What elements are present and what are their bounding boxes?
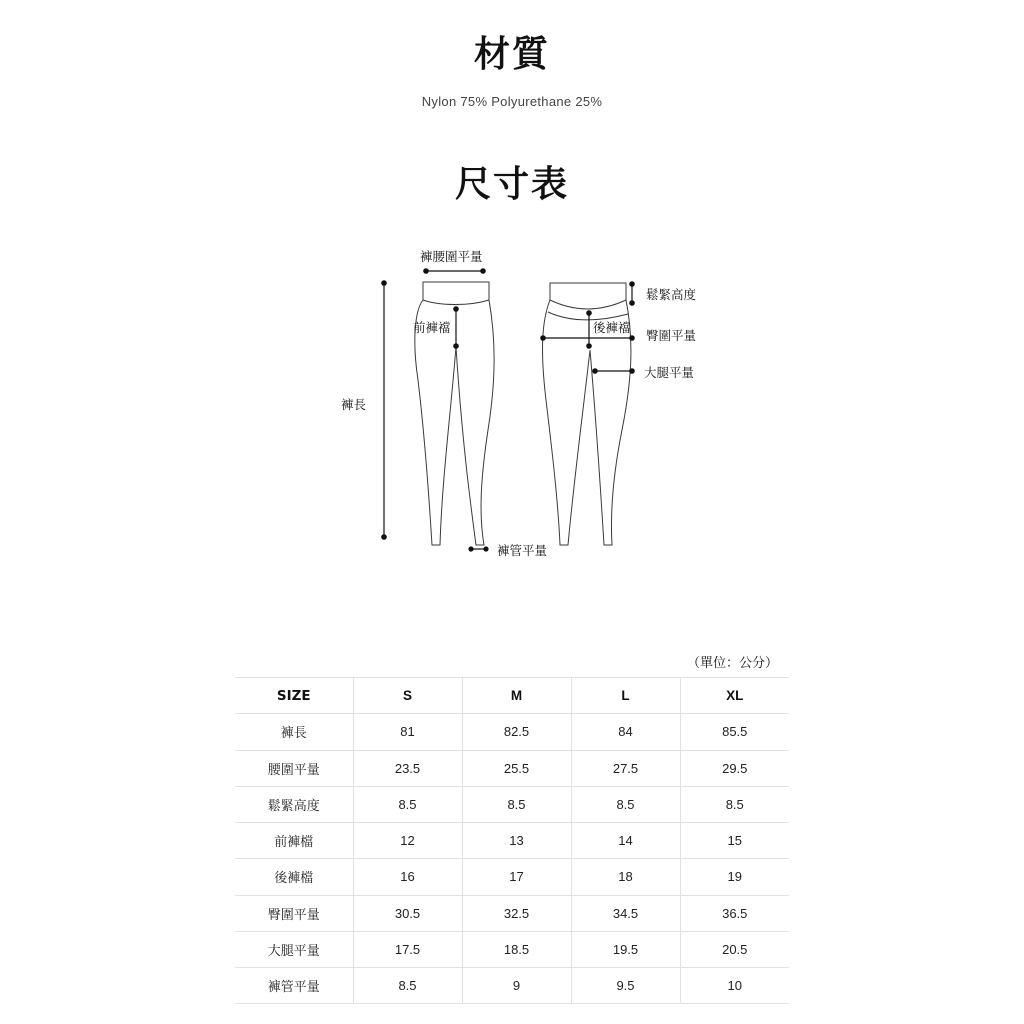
table-cell: 8.5 bbox=[680, 786, 789, 822]
table-cell: 14 bbox=[571, 823, 680, 859]
table-cell: 16 bbox=[353, 859, 462, 895]
table-cell: 18.5 bbox=[462, 931, 571, 967]
label-back-rise: 後褲襠 bbox=[593, 320, 631, 335]
material-title: 材質 bbox=[473, 34, 550, 75]
row-label: 臀圍平量 bbox=[235, 895, 353, 931]
material-composition: Nylon 75% Polyurethane 25% bbox=[421, 94, 603, 109]
row-label: 腰圍平量 bbox=[235, 750, 353, 786]
table-row bbox=[235, 714, 789, 750]
table-cell: 17.5 bbox=[353, 931, 462, 967]
table-cell: 27.5 bbox=[571, 750, 680, 786]
table-cell: 85.5 bbox=[680, 714, 789, 750]
table-cell: 12 bbox=[353, 823, 462, 859]
table-cell: 82.5 bbox=[462, 714, 571, 750]
header-size: SIZE bbox=[235, 678, 353, 714]
row-label: 大腿平量 bbox=[235, 931, 353, 967]
table-cell: 19.5 bbox=[571, 931, 680, 967]
table-header-row bbox=[235, 678, 789, 714]
label-waist: 褲腰圍平量 bbox=[420, 249, 483, 264]
table-cell: 8.5 bbox=[462, 786, 571, 822]
table-row bbox=[235, 968, 789, 1004]
table-cell: 15 bbox=[680, 823, 789, 859]
table-cell: 36.5 bbox=[680, 895, 789, 931]
table-cell: 81 bbox=[353, 714, 462, 750]
table-row bbox=[235, 786, 789, 822]
table-cell: 84 bbox=[571, 714, 680, 750]
table-cell: 34.5 bbox=[571, 895, 680, 931]
header-m: M bbox=[462, 678, 571, 714]
label-hip: 臀圍平量 bbox=[646, 328, 697, 343]
table-cell: 9 bbox=[462, 968, 571, 1004]
row-label: 褲管平量 bbox=[235, 968, 353, 1004]
table-cell: 25.5 bbox=[462, 750, 571, 786]
table-cell: 9.5 bbox=[571, 968, 680, 1004]
size-table bbox=[235, 677, 789, 1004]
header-xl: XL bbox=[680, 678, 789, 714]
header-s: S bbox=[353, 678, 462, 714]
table-row bbox=[235, 859, 789, 895]
label-hem: 褲管平量 bbox=[497, 543, 548, 558]
table-row bbox=[235, 895, 789, 931]
table-cell: 8.5 bbox=[353, 968, 462, 1004]
table-row bbox=[235, 823, 789, 859]
table-cell: 30.5 bbox=[353, 895, 462, 931]
table-row bbox=[235, 750, 789, 786]
table-cell: 32.5 bbox=[462, 895, 571, 931]
label-length: 褲長 bbox=[341, 397, 367, 412]
table-cell: 10 bbox=[680, 968, 789, 1004]
unit-note: （單位：公分） bbox=[686, 656, 778, 671]
table-cell: 17 bbox=[462, 859, 571, 895]
size-chart-title: 尺寸表 bbox=[454, 164, 569, 205]
table-cell: 13 bbox=[462, 823, 571, 859]
table-cell: 8.5 bbox=[353, 786, 462, 822]
table-cell: 8.5 bbox=[571, 786, 680, 822]
label-waistband-height: 鬆緊高度 bbox=[646, 287, 697, 302]
header-l: L bbox=[571, 678, 680, 714]
label-thigh: 大腿平量 bbox=[644, 365, 695, 380]
table-cell: 18 bbox=[571, 859, 680, 895]
row-label: 前褲檔 bbox=[235, 823, 353, 859]
table-cell: 19 bbox=[680, 859, 789, 895]
table-cell: 20.5 bbox=[680, 931, 789, 967]
table-cell: 29.5 bbox=[680, 750, 789, 786]
row-label: 褲長 bbox=[235, 714, 353, 750]
table-cell: 23.5 bbox=[353, 750, 462, 786]
row-label: 後褲檔 bbox=[235, 859, 353, 895]
label-front-rise: 前褲襠 bbox=[413, 320, 451, 335]
row-label: 鬆緊高度 bbox=[235, 786, 353, 822]
table-row bbox=[235, 931, 789, 967]
